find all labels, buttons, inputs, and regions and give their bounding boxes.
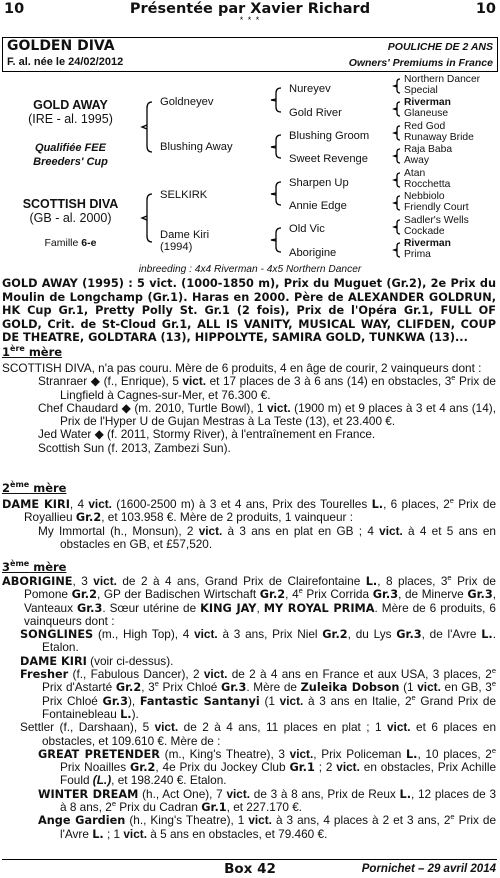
lot-number-left: 10 [4, 1, 25, 17]
header-stars: * * * [239, 15, 261, 25]
g2-goldneyev: Goldneyev [160, 96, 214, 108]
g4-1: Special [404, 85, 438, 96]
second-dam-heading: 2ème mère [2, 480, 67, 495]
g3-sharpen-up: Sharpen Up [289, 177, 349, 189]
g4-12: Sadler's Wells [404, 215, 469, 226]
sire-note-2: Breeders' Cup [33, 156, 108, 168]
lot-number-right: 10 [475, 1, 496, 17]
third-dam-heading: 3ème mère [2, 559, 67, 574]
page-footer [0, 861, 500, 877]
g4-11: Friendly Court [404, 202, 469, 213]
g2-dame-kiri: Dame Kiri [160, 229, 210, 241]
foaling-date: F. al. née le 24/02/2012 [7, 56, 124, 68]
g3-old-vic: Old Vic [289, 223, 325, 235]
g4-4: Red God [404, 121, 446, 132]
g4-14: Riverman [404, 238, 451, 249]
sire-origin: (IRE - al. 1995) [28, 112, 113, 126]
produce-ange-gardien: Ange Gardien (h., King's Theatre), 1 vict. à 3 ans, 4 places à 2 et 3 ans, 2e Prix de l'Avre L. ; 1 vict. à 5 ans en obstacles, et 79.460 €. [38, 812, 497, 841]
inbreeding-note: inbreeding : 4x4 Riverman - 4x5 Northern Dancer [138, 264, 362, 275]
aborigine-record: ABORIGINE, 3 vict. de 2 à 4 ans, Grand Prix de Clairefontaine L., 8 places, 3e Prix de Pomone Gr.2, GP der Badischen Wirtschaft Gr.2, 4e Prix Corrida Gr.3, de Minerve Gr.3, Vanteaux Gr.3. Sœur utérine de KING JAY, MY ROYAL PRIMA. Mère de 6 produits, 6 vainqueurs dont : [2, 573, 496, 628]
produce-jed-water: Jed Water ◆ (f. 2011, Stormy River), à l'entraînement en France. [38, 427, 376, 442]
produce-songlines: SONGLINES (m., High Top), 4 vict. à 3 ans, Prix Niel Gr.2, du Lys Gr.3, de l'Avre L.. Etalon. [20, 627, 496, 655]
sale-date: Pornichet – 29 avril 2014 [361, 863, 496, 875]
g4-15: Prima [404, 249, 431, 260]
g4-8: Atan [404, 168, 426, 179]
g3-gold-river: Gold River [289, 107, 342, 119]
g3-aborigine: Aborigine [289, 247, 337, 259]
dam-origin: (GB - al. 2000) [29, 211, 112, 225]
consignor-title: Présentée par Xavier Richard [129, 1, 371, 17]
horse-name: GOLDEN DIVA [7, 38, 115, 54]
produce-great-pretender: GREAT PRETENDER (m., King's Theatre), 3 vict., Prix Policeman L., 10 places, 2e Prix Noailles Gr.2, 4e Prix du Jockey Club Gr.1 ; 2 vict. en obstacles, Prix Achille Fould (L.), et 198.240 €. Etalon. [38, 745, 497, 788]
first-dam-intro: SCOTTISH DIVA, n'a pas couru. Mère de 6 produits, 4 en âge de courir, 2 vainqueurs dont : [2, 361, 482, 375]
g4-5: Runaway Bride [404, 132, 474, 143]
g4-3: Glaneuse [404, 108, 449, 119]
horse-sex-age: POULICHE DE 2 ANS [387, 41, 493, 53]
g2-dame-kiri-year: (1994) [160, 241, 193, 253]
produce-chef-chaudard: Chef Chaudard ◆ (m. 2010, Turtle Bowl), 1 vict. (1900 m) et 9 places à 3 et 4 ans (14), Prix de l'Hyper U de Gujan Mestras à La Teste (13), et 23.400 €. [38, 400, 497, 429]
g3-annie-edge: Annie Edge [289, 200, 347, 212]
g4-9: Rocchetta [404, 179, 451, 190]
third-dam-section [2, 575, 496, 841]
divider-bottom [2, 859, 497, 860]
produce-fresher: Fresher (f., Fabulous Dancer), 2 vict. de 2 à 4 ans en France et aux USA, 3 places, 2e Prix d'Astarté Gr.2, 3e Prix Chloé Gr.3. Mère de Zuleika Dobson (1 vict. en GB, 3e Prix Chloé Gr.3), Fantastic Santanyi (1 vict. à 3 ans en Italie, 2e Grand Prix de Fontainebleau L.). [20, 666, 497, 721]
g4-10: Nebbiolo [404, 191, 445, 202]
g2-selkirk: SELKIRK [160, 189, 208, 201]
sire-record: GOLD AWAY (1995) : 5 vict. (1000-1850 m), Prix du Muguet (Gr.2), 2e Prix du Moulin de Longchamp (Gr.1). Haras en 2000. Père de ALEXANDER GOLDRUN, HK Cup Gr.1, Pretty Polly St. Gr.1 (2 fois), Prix de l'Opéra Gr.1, FULL OF GOLD, Crit. de St-Cloud Gr.1, ALL IS VANITY, MUSICAL WAY, CLIFDEN, COUP DE THEATRE, GOLDTARA (13), HIPPOLYTE, SAMIRA GOLD, TUNKWA (13)... [2, 277, 496, 345]
famille: Famille 6-e [44, 237, 97, 249]
g2-blushing-away: Blushing Away [160, 141, 233, 153]
g4-13: Cockade [404, 226, 445, 237]
pedigree-brackets [0, 70, 500, 270]
produce-my-immortal: My Immortal (h., Monsun), 2 vict. à 3 ans en plat en GB ; 4 vict. à 4 et 5 ans en obstacles en GB, et £57,520. [38, 523, 496, 551]
g4-2: Riverman [404, 97, 451, 108]
sire-note-1: Qualifiée FEE [35, 142, 106, 154]
g4-7: Away [404, 155, 429, 166]
g3-nureyev: Nureyev [289, 83, 331, 95]
dam-kiri-record: DAME KIRI, 4 vict. (1600-2500 m) à 3 et 4 ans, Prix des Tourelles L., 6 places, 2e Prix de Royallieu Gr.2, et 103.958 €. Mère de 2 produits, 1 vainqueur : [2, 496, 496, 525]
produce-scottish-sun: Scottish Sun (f. 2013, Zambezi Sun). [38, 440, 231, 455]
g3-blushing-groom: Blushing Groom [289, 130, 370, 142]
produce-dame-kiri: DAME KIRI (voir ci-dessus). [20, 653, 174, 668]
produce-settler: Settler (f., Darshaan), 5 vict. de 2 à 4 ans, 11 places en plat ; 1 vict. et 6 places en obstacles, et 109.610 €. Mère de : [20, 720, 497, 748]
sire-name: GOLD AWAY [33, 98, 108, 112]
horse-name-box [2, 37, 498, 72]
g3-sweet-revenge: Sweet Revenge [289, 153, 368, 165]
g4-6: Raja Baba [404, 144, 453, 155]
page-header [0, 1, 500, 15]
first-dam-heading: 1ère mère [2, 344, 63, 359]
produce-stranraer: Stranraer ◆ (f., Enrique), 5 vict. et 17 places de 3 à 6 ans (14) en obstacles, 3e Prix de Lingfield à Cagnes-sur-Mer, et 76.300 €. [38, 373, 496, 402]
box-number: Box 42 [224, 861, 276, 877]
dam-name: SCOTTISH DIVA [22, 197, 119, 211]
owners-premiums: Owners' Premiums in France [348, 57, 493, 69]
first-dam-section [2, 362, 496, 455]
produce-winter-dream: WINTER DREAM (h., Act One), 7 vict. de 3 à 8 ans, Prix de Reux L., 12 places de 3 à 8 ans, 2e Prix du Cadran Gr.1, et 227.170 €. [38, 786, 497, 815]
g4-0: Northern Dancer [404, 74, 481, 85]
second-dam-section [2, 498, 496, 551]
